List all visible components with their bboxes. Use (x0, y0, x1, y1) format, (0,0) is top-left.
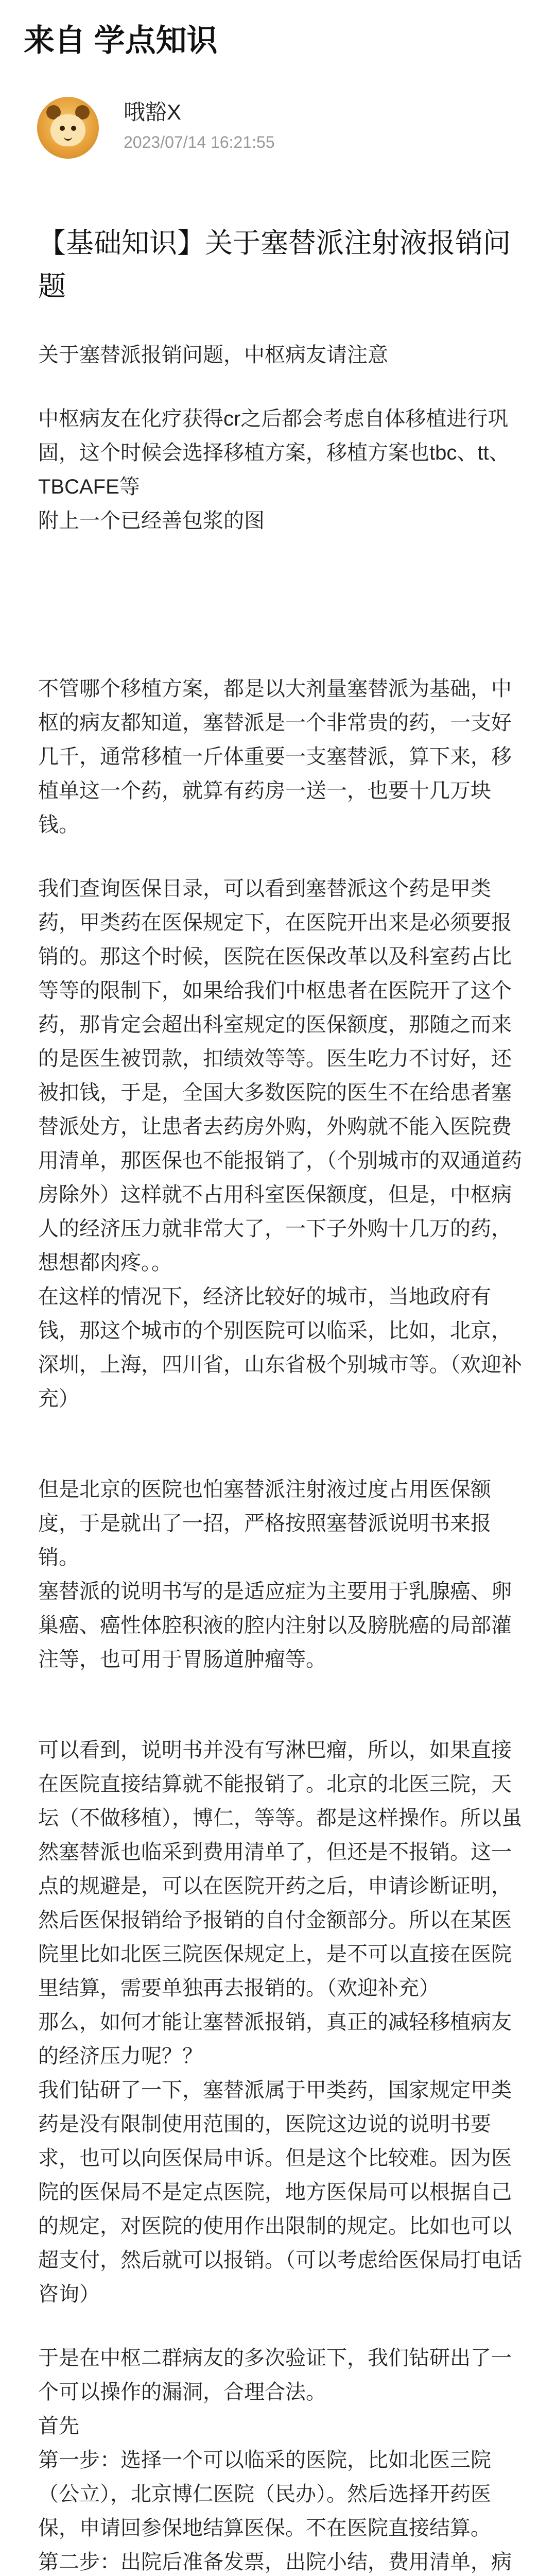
paragraph-spacer (38, 2311, 522, 2341)
post-timestamp: 2023/07/14 16:21:55 (124, 133, 275, 151)
article-paragraph: 但是北京的医院也怕塞替派注射液过度占用医保额度，于是就出了一招，严格按照塞替派说明书来报销。 塞替派的说明书写的是适应症为主要用于乳腺癌、卵巢癌、癌性体腔积液的腔内注射以及膀胱癌的局部灌注等，也可用于胃肠道肿瘤等。 (38, 1478, 512, 1671)
page-title: 来自 学点知识 (24, 23, 218, 58)
article-title: 【基础知识】关于塞替派注射液报销问题 (38, 228, 511, 302)
paragraph-spacer (38, 372, 522, 402)
author-row (0, 88, 556, 175)
top-bar (0, 0, 556, 77)
paragraph-spacer (38, 842, 522, 872)
avatar-face (50, 114, 85, 146)
article-paragraph: 中枢病友在化疗获得cr之后都会考虑自体移植进行巩固，这个时候会选择移植方案，移植方案也tbc、tt、TBCAFE等 附上一个已经善包浆的图 (38, 408, 510, 532)
article-paragraph: 不管哪个移植方案，都是以大剂量塞替派为基础，中枢的病友都知道，塞替派是一个非常贵的药，一支好几千，通常移植一斤体重要一支塞替派，算下来，移植单这一个药，就算有药房一送一，也要十几万块钱。 (38, 677, 512, 836)
article-paragraph: 我们查询医保目录，可以看到塞替派这个药是甲类药，甲类药在医保规定下，在医院开出来是必须要报销的。那这个时候，医院在医保改革以及科室药占比等等的限制下，如果给我们中枢患者在医院开了这个药，那肯定会超出科室规定的医保额度，那随之而来的是医生被罚款，扣绩效等等。医生吃力不讨好，还被扣钱，于是，全国大多数医院的医生不在给患者塞替派处方，让患者去药房外购，外购就不能入医院费用清单，那医保也不能报销了，（个别城市的双通道药房除外）这样就不占用科室医保额度，但是，中枢病人的经济压力就非常大了，一下子外购十几万的药，想想都肉疼。。 在这样的情况下，经济比较好的城市，当地政府有钱，那这个城市的个别医院可以临采，比如，北京，深圳，上海，四川省，山东省极个别城市等。（欢迎补充） (38, 877, 522, 1410)
article-paragraph: 关于塞替派报销问题，中枢病友请注意 (38, 344, 388, 366)
image-placeholder-space (38, 1676, 522, 1733)
image-placeholder-space (38, 538, 522, 672)
image-placeholder-space (38, 1416, 522, 1472)
avatar-eye-left (60, 126, 65, 131)
article-paragraph: 于是在中枢二群病友的多次验证下，我们钻研出了一个可以操作的漏洞，合理合法。 首先 第一步：选择一个可以临采的医院，比如北医三院（公立），北京博仁医院（民办）。然后选择开药医保，申请回参保地结算医保。不在医院直接结算。 第二步：出院后准备发票，出院小结，费用清单，病 (38, 2347, 512, 2573)
article-paragraph: 可以看到，说明书并没有写淋巴瘤，所以，如果直接在医院直接结算就不能报销了。北京的北医三院，天坛（不做移植），博仁，等等。都是这样操作。所以虽然塞替派也临采到费用清单了，但还是不报销。这一点的规避是，可以在医院开药之后，申请诊断证明，然后医保报销给予报销的自付金额部分。所以在某医院里比如北医三院医保规定上，是不可以直接在医院里结算，需要单独再去报销的。（欢迎补充） 那么，如何才能让塞替派报销，真正的减轻移植病友的经济压力呢？？ 我们钻研了一下，塞替派属于甲类药，国家规定甲类药是没有限制使用范围的，医院这边说的说明书要求，也可以向医保局申诉。但是这个比较难。因为医院的医保局不是定点医院，地方医保局可以根据自己的规定，对医院的使用作出限制的规定。比如也可以超支付，然后就可以报销。（可以考虑给医保局打电话咨询） (38, 1739, 522, 2306)
article-body (38, 222, 522, 2576)
avatar[interactable] (37, 97, 99, 159)
author-name[interactable]: 哦豁X (124, 100, 182, 124)
avatar-eye-right (71, 126, 76, 131)
